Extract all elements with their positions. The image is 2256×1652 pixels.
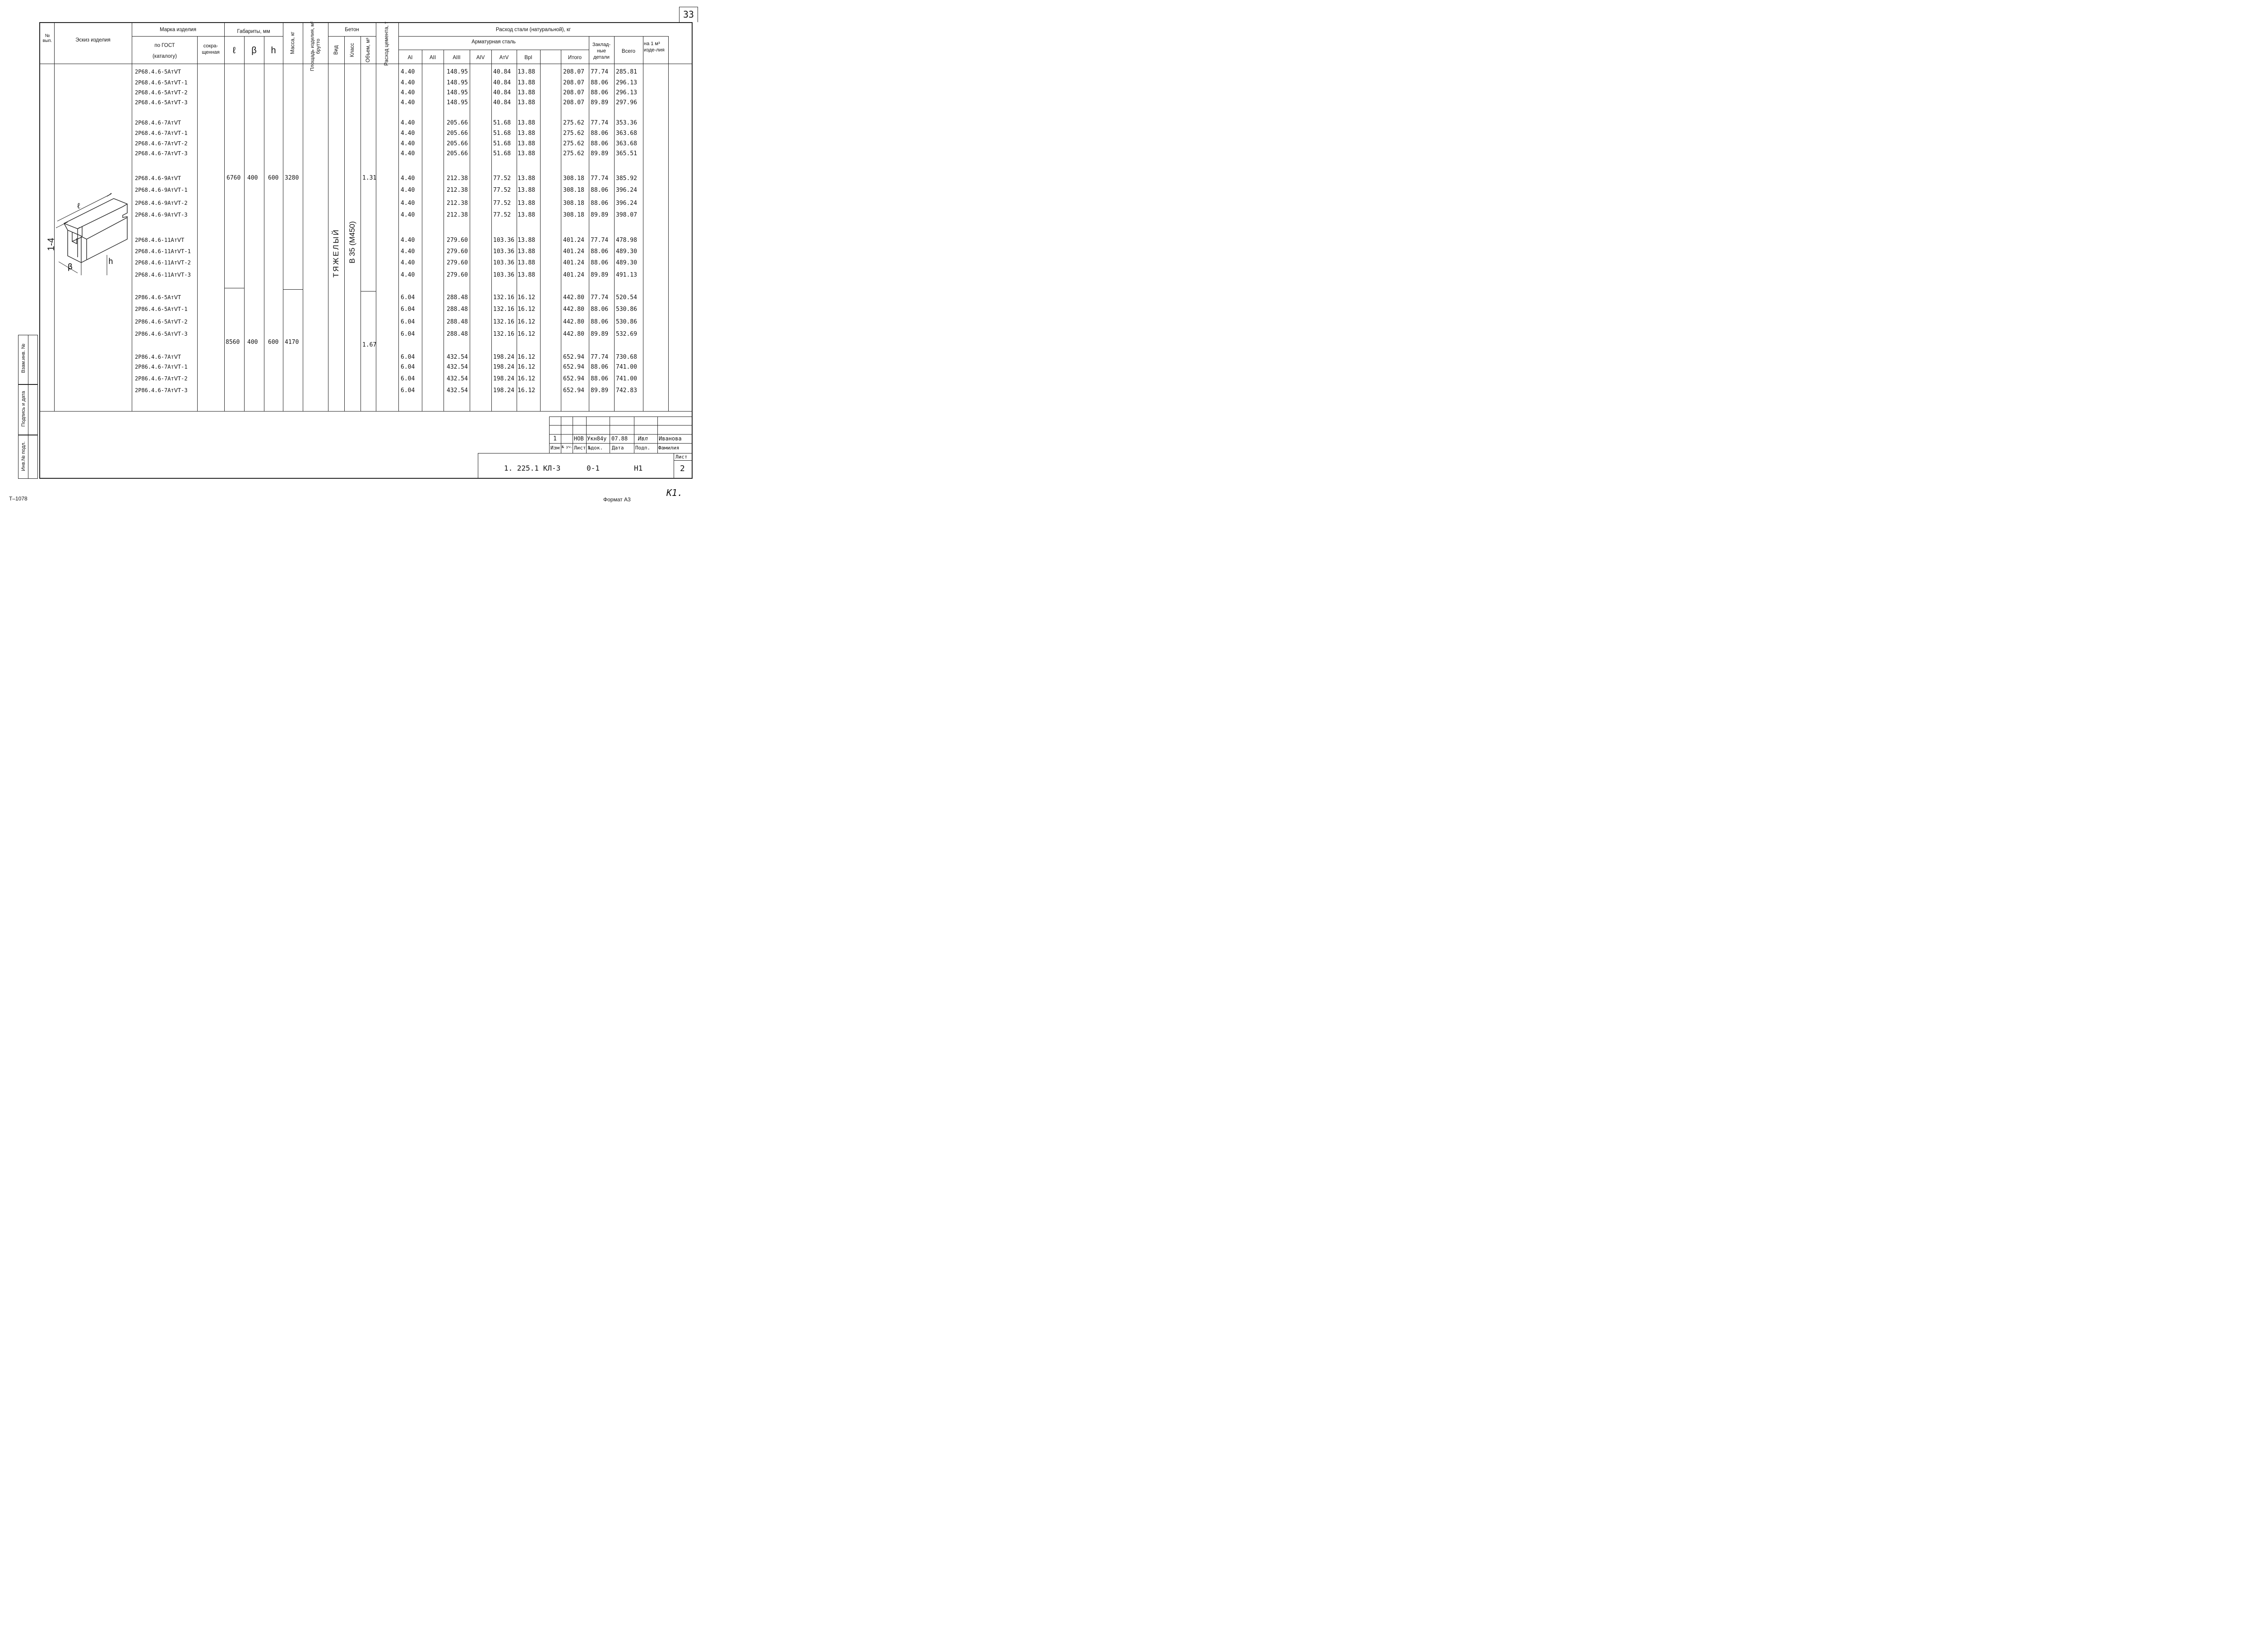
sketch-label-l: ℓ: [77, 201, 81, 211]
header-mark-gost: по ГОСТ (каталогу): [153, 43, 177, 60]
cell-embedded: 89.89: [591, 272, 609, 278]
cell-atv: 51.68: [493, 130, 511, 137]
cell-total: 520.54: [616, 294, 637, 301]
cell-aiii: 148.95: [447, 69, 468, 75]
cell-total: 742.83: [616, 387, 637, 394]
cell-ai: 4.40: [401, 175, 415, 182]
cell-aiii: 279.60: [447, 272, 468, 278]
cell-bpi: 13.88: [518, 259, 536, 266]
cell-bpi: 16.12: [518, 364, 536, 370]
cell-itogo: 401.24: [563, 272, 584, 278]
cell-bpi: 13.88: [518, 175, 536, 182]
rev-name: Иванова: [659, 435, 682, 442]
cell-ai: 6.04: [401, 375, 415, 382]
cell-atv: 51.68: [493, 150, 511, 157]
footer-format: Формат А3: [603, 496, 631, 503]
cell-ai: 4.40: [401, 89, 415, 96]
cell-itogo: 275.62: [563, 130, 584, 137]
cell-itogo: 208.07: [563, 69, 584, 75]
cell-embedded: 77.74: [591, 175, 609, 182]
cell-bpi: 13.88: [518, 248, 536, 255]
group-b-mass: 4170: [285, 339, 299, 346]
sketch-label-h: h: [108, 257, 113, 266]
cell-itogo: 308.18: [563, 212, 584, 218]
cell-ai: 6.04: [401, 319, 415, 325]
cell-total: 530.86: [616, 319, 637, 325]
cell-itogo: 652.94: [563, 354, 584, 361]
cell-atv: 77.52: [493, 187, 511, 194]
cell-ai: 4.40: [401, 187, 415, 194]
cell-aiii: 288.48: [447, 319, 468, 325]
doc-issue: 0-1: [587, 464, 600, 472]
cell-ai: 4.40: [401, 272, 415, 278]
cell-atv: 77.52: [493, 212, 511, 218]
header-itogo: Итого: [568, 55, 582, 60]
group-b-volume: 1.67: [362, 342, 377, 348]
sheet-number: 33: [683, 9, 694, 20]
cell-atv: 198.24: [493, 375, 514, 382]
product-sketch: [55, 185, 132, 282]
cell-bpi: 13.88: [518, 200, 536, 207]
cell-embedded: 88.06: [591, 140, 609, 147]
cell-aiii: 205.66: [447, 130, 468, 137]
cell-total: 285.81: [616, 69, 637, 75]
cell-mark: 2Р68.4.6-11АтⅤТ-2: [135, 259, 191, 266]
header-area: Площадь изделия, м² брутто: [310, 21, 321, 71]
label-list: Лист: [574, 445, 586, 451]
cell-bpi: 16.12: [518, 387, 536, 394]
cell-mark: 2Р68.4.6-7АтⅤТ-2: [135, 140, 188, 147]
cell-bpi: 13.88: [518, 99, 536, 106]
cell-total: 396.24: [616, 187, 637, 194]
cell-ai: 4.40: [401, 237, 415, 244]
cell-bpi: 16.12: [518, 319, 536, 325]
cell-ai: 6.04: [401, 354, 415, 361]
cell-mark: 2Р68.4.6-11АтⅤТ-1: [135, 248, 191, 255]
header-num: № вып.: [42, 33, 52, 43]
cell-total: 396.24: [616, 200, 637, 207]
cell-total: 353.36: [616, 120, 637, 126]
cell-embedded: 89.89: [591, 387, 609, 394]
cell-bpi: 13.88: [518, 130, 536, 137]
cell-atv: 103.36: [493, 259, 514, 266]
cell-mark: 2Р86.4.6-7АтⅤТ: [135, 354, 181, 360]
cell-atv: 77.52: [493, 175, 511, 182]
cell-ai: 4.40: [401, 140, 415, 147]
rev-doc: Укн84у: [587, 435, 607, 442]
cell-bpi: 13.88: [518, 150, 536, 157]
cell-aiii: 212.38: [447, 212, 468, 218]
cell-aiii: 432.54: [447, 387, 468, 394]
group-b-l: 8560: [226, 339, 240, 346]
rev-num: 1: [553, 435, 557, 442]
cell-mark: 2Р68.4.6-7АтⅤТ-3: [135, 150, 188, 157]
header-bpi: BpI: [524, 55, 532, 60]
stamp-podpis-label: Подпись и дата: [21, 391, 26, 427]
cell-mark: 2Р68.4.6-5АтⅤТ-2: [135, 89, 188, 96]
header-concrete: Бетон: [345, 27, 359, 32]
cell-ai: 4.40: [401, 212, 415, 218]
cell-aiii: 148.95: [447, 89, 468, 96]
rev-date: 07.88: [611, 435, 628, 442]
cell-mark: 2Р68.4.6-7АтⅤТ-1: [135, 130, 188, 136]
cell-mark: 2Р68.4.6-11АтⅤТ: [135, 237, 185, 243]
cell-bpi: 13.88: [518, 237, 536, 244]
cell-aiii: 288.48: [447, 294, 468, 301]
header-atv: AтV: [499, 55, 509, 60]
header-sketch: Эскиз изделия: [75, 37, 111, 43]
group-b-h: 600: [268, 339, 279, 346]
cell-mark: 2Р68.4.6-5АтⅤТ-1: [135, 79, 188, 86]
cell-itogo: 442.80: [563, 331, 584, 338]
sheet-label: Лист: [675, 454, 688, 460]
cell-embedded: 88.06: [591, 89, 609, 96]
cell-atv: 132.16: [493, 306, 514, 313]
header-aii: AII: [429, 55, 436, 60]
cell-ai: 4.40: [401, 248, 415, 255]
cell-aiii: 148.95: [447, 99, 468, 106]
cell-mark: 2Р86.4.6-7АтⅤТ-3: [135, 387, 188, 393]
cell-bpi: 16.12: [518, 331, 536, 338]
group-a-h: 600: [268, 175, 279, 181]
cell-itogo: 401.24: [563, 248, 584, 255]
cell-aiii: 279.60: [447, 237, 468, 244]
cell-bpi: 13.88: [518, 272, 536, 278]
cell-ai: 4.40: [401, 200, 415, 207]
cell-itogo: 652.94: [563, 387, 584, 394]
label-sign: Подп.: [635, 445, 651, 451]
sheet-value: 2: [680, 464, 685, 473]
cell-aiii: 288.48: [447, 331, 468, 338]
header-dim-h: h: [271, 46, 276, 56]
header-mass: Масса, кг: [290, 32, 296, 54]
cell-ai: 4.40: [401, 150, 415, 157]
cell-embedded: 88.06: [591, 319, 609, 325]
cell-total: 741.00: [616, 364, 637, 370]
row-group-label: 1-4: [46, 238, 56, 251]
concrete-class-value: В 35 (М450): [348, 221, 356, 264]
cell-mark: 2Р68.4.6-7АтⅤТ: [135, 120, 181, 126]
cell-atv: 198.24: [493, 387, 514, 394]
header-ai: AI: [407, 55, 413, 60]
cell-itogo: 275.62: [563, 150, 584, 157]
cell-embedded: 88.06: [591, 364, 609, 370]
cell-mark: 2Р86.4.6-5АтⅤТ-3: [135, 331, 188, 337]
cell-embedded: 77.74: [591, 69, 609, 75]
stamp-vzam-label: Взам.инв. №: [21, 343, 26, 373]
cell-embedded: 88.06: [591, 248, 609, 255]
cell-ai: 4.40: [401, 120, 415, 126]
header-cement: Расход цемента, т: [384, 21, 390, 66]
cell-aiii: 279.60: [447, 259, 468, 266]
label-date: Дата: [612, 445, 624, 451]
group-a-l: 6760: [227, 175, 241, 181]
cell-total: 363.68: [616, 140, 637, 147]
concrete-type-value: ТЯЖЕЛЫЙ: [332, 228, 340, 278]
cell-aiii: 205.66: [447, 120, 468, 126]
cell-itogo: 401.24: [563, 237, 584, 244]
cell-ai: 6.04: [401, 364, 415, 370]
label-uch: № уч.: [562, 445, 573, 449]
cell-embedded: 88.06: [591, 375, 609, 382]
header-concrete-volume: Объем, м³: [365, 37, 371, 63]
cell-ai: 6.04: [401, 294, 415, 301]
cell-atv: 132.16: [493, 294, 514, 301]
cell-mark: 2Р86.4.6-5АтⅤТ-2: [135, 319, 188, 325]
header-aiii: AIII: [453, 55, 461, 60]
cell-embedded: 88.06: [591, 187, 609, 194]
stamp-inv-podl-label: Инв.№ подл.: [21, 441, 26, 471]
cell-ai: 4.40: [401, 79, 415, 86]
cell-total: 478.98: [616, 237, 637, 244]
cell-bpi: 16.12: [518, 354, 536, 361]
cell-mark: 2Р68.4.6-11АтⅤТ-3: [135, 272, 191, 278]
rev-status: НОВ: [574, 435, 584, 442]
header-aiv: AIV: [476, 55, 485, 60]
cell-embedded: 77.74: [591, 237, 609, 244]
sketch-label-b: β: [68, 262, 73, 272]
cell-bpi: 13.88: [518, 89, 536, 96]
cell-embedded: 88.06: [591, 130, 609, 137]
header-total: Всего: [621, 49, 636, 54]
cell-embedded: 77.74: [591, 354, 609, 361]
cell-total: 532.69: [616, 331, 637, 338]
doc-code: 1. 225.1 КЛ-3: [504, 464, 561, 472]
cell-bpi: 13.88: [518, 187, 536, 194]
cell-atv: 40.84: [493, 99, 511, 106]
cell-aiii: 432.54: [447, 375, 468, 382]
label-name: Фамилия: [658, 445, 680, 451]
header-embedded: Заклад-ные детали: [592, 42, 611, 60]
header-dim-b: β: [251, 46, 257, 56]
header-dims: Габариты, мм: [237, 29, 270, 34]
cell-embedded: 89.89: [591, 331, 609, 338]
cell-itogo: 208.07: [563, 89, 584, 96]
cell-atv: 103.36: [493, 272, 514, 278]
label-doc: №док.: [588, 445, 603, 451]
cell-itogo: 208.07: [563, 79, 584, 86]
cell-atv: 132.16: [493, 319, 514, 325]
cell-total: 741.00: [616, 375, 637, 382]
cell-total: 530.86: [616, 306, 637, 313]
cell-atv: 77.52: [493, 200, 511, 207]
cell-embedded: 88.06: [591, 259, 609, 266]
cell-bpi: 16.12: [518, 375, 536, 382]
cell-embedded: 89.89: [591, 150, 609, 157]
cell-embedded: 77.74: [591, 294, 609, 301]
cell-total: 491.13: [616, 272, 637, 278]
cell-total: 730.68: [616, 354, 637, 361]
cell-aiii: 205.66: [447, 140, 468, 147]
cell-atv: 51.68: [493, 120, 511, 126]
cell-ai: 6.04: [401, 331, 415, 338]
cell-total: 296.13: [616, 89, 637, 96]
cell-bpi: 13.88: [518, 120, 536, 126]
group-a-b: 400: [247, 175, 258, 181]
cell-ai: 4.40: [401, 99, 415, 106]
cell-bpi: 16.12: [518, 306, 536, 313]
cell-atv: 103.36: [493, 237, 514, 244]
cell-mark: 2Р68.4.6-9АтⅤТ-2: [135, 200, 188, 206]
cell-itogo: 308.18: [563, 175, 584, 182]
header-concrete-class: Класс: [350, 43, 355, 57]
cell-itogo: 442.80: [563, 319, 584, 325]
cell-itogo: 442.80: [563, 306, 584, 313]
cell-itogo: 275.62: [563, 120, 584, 126]
cell-total: 489.30: [616, 259, 637, 266]
cell-itogo: 401.24: [563, 259, 584, 266]
group-a-volume: 1.31: [362, 175, 377, 181]
cell-bpi: 16.12: [518, 294, 536, 301]
cell-aiii: 279.60: [447, 248, 468, 255]
cell-ai: 6.04: [401, 306, 415, 313]
header-steel: Расход стали (натуральной), кг: [495, 27, 571, 32]
cell-aiii: 212.38: [447, 200, 468, 207]
cell-mark: 2Р86.4.6-5АтⅤТ: [135, 294, 181, 301]
cell-atv: 132.16: [493, 331, 514, 338]
cell-embedded: 88.06: [591, 79, 609, 86]
group-b-b: 400: [247, 339, 258, 346]
cell-atv: 103.36: [493, 248, 514, 255]
cell-total: 296.13: [616, 79, 637, 86]
cell-embedded: 77.74: [591, 120, 609, 126]
cell-aiii: 148.95: [447, 79, 468, 86]
header-mark: Марка изделия: [160, 27, 196, 32]
cell-embedded: 89.89: [591, 99, 609, 106]
cell-bpi: 13.88: [518, 140, 536, 147]
cell-aiii: 432.54: [447, 354, 468, 361]
cell-total: 297.96: [616, 99, 637, 106]
cell-ai: 4.40: [401, 259, 415, 266]
cell-mark: 2Р68.4.6-9АтⅤТ: [135, 175, 181, 181]
cell-itogo: 652.94: [563, 375, 584, 382]
header-dim-l: ℓ: [232, 46, 236, 56]
cell-ai: 4.40: [401, 69, 415, 75]
cell-bpi: 13.88: [518, 79, 536, 86]
cell-atv: 40.84: [493, 89, 511, 96]
cell-embedded: 89.89: [591, 212, 609, 218]
footer-handnote: К1.: [666, 487, 683, 498]
cell-mark: 2Р68.4.6-9АтⅤТ-1: [135, 187, 188, 193]
cell-aiii: 212.38: [447, 175, 468, 182]
cell-aiii: 288.48: [447, 306, 468, 313]
cell-total: 385.92: [616, 175, 637, 182]
cell-atv: 40.84: [493, 69, 511, 75]
cell-total: 489.30: [616, 248, 637, 255]
cell-itogo: 275.62: [563, 140, 584, 147]
cell-mark: 2Р68.4.6-9АтⅤТ-3: [135, 212, 188, 218]
cell-itogo: 208.07: [563, 99, 584, 106]
label-izm: Изм: [550, 445, 559, 451]
cell-mark: 2Р68.4.6-5АтⅤТ: [135, 69, 181, 75]
cell-aiii: 205.66: [447, 150, 468, 157]
cell-atv: 40.84: [493, 79, 511, 86]
cell-total: 363.68: [616, 130, 637, 137]
cell-embedded: 88.06: [591, 306, 609, 313]
cell-ai: 4.40: [401, 130, 415, 137]
cell-itogo: 308.18: [563, 187, 584, 194]
header-rebar: Арматурная сталь: [472, 39, 516, 45]
rev-sign: Ивл: [638, 435, 648, 442]
cell-embedded: 88.06: [591, 200, 609, 207]
header-mark-short: сокра-щенная: [202, 43, 220, 55]
cell-itogo: 442.80: [563, 294, 584, 301]
doc-variant: Н1: [634, 464, 643, 472]
cell-atv: 198.24: [493, 354, 514, 361]
cell-aiii: 432.54: [447, 364, 468, 370]
cell-atv: 51.68: [493, 140, 511, 147]
cell-total: 398.07: [616, 212, 637, 218]
cell-mark: 2Р68.4.6-5АтⅤТ-3: [135, 99, 188, 106]
cell-ai: 6.04: [401, 387, 415, 394]
cell-itogo: 652.94: [563, 364, 584, 370]
header-per-m3: на 1 м³ изде-лия: [644, 41, 665, 53]
cell-mark: 2Р86.4.6-5АтⅤТ-1: [135, 306, 188, 312]
cell-itogo: 308.18: [563, 200, 584, 207]
cell-aiii: 212.38: [447, 187, 468, 194]
header-concrete-type: Вид: [333, 45, 339, 55]
cell-total: 365.51: [616, 150, 637, 157]
cell-mark: 2Р86.4.6-7АтⅤТ-2: [135, 375, 188, 382]
footer-code: Т–1078: [9, 495, 28, 502]
group-a-mass: 3280: [285, 175, 299, 181]
cell-mark: 2Р86.4.6-7АтⅤТ-1: [135, 364, 188, 370]
cell-bpi: 13.88: [518, 69, 536, 75]
cell-bpi: 13.88: [518, 212, 536, 218]
cell-atv: 198.24: [493, 364, 514, 370]
